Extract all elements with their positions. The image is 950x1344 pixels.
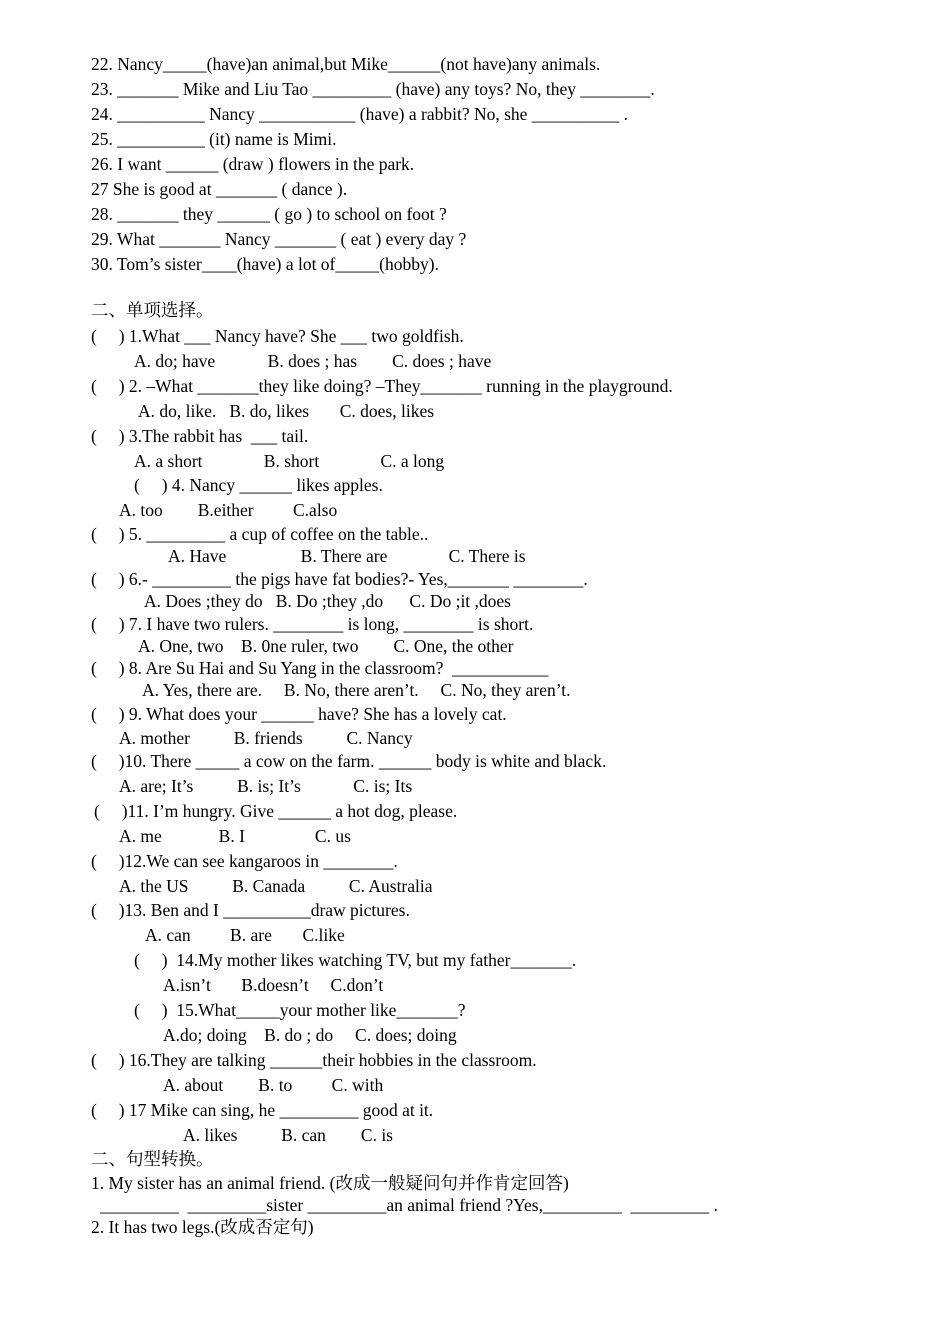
fill-in-item-29: 29. What _______ Nancy _______ ( eat ) every day ? — [91, 229, 467, 249]
fill-in-item-22: 22. Nancy_____(have)an animal,but Mike______(not have)any animals. — [91, 54, 601, 74]
choice-options-14: A.isn’t B.doesn’t C.don’t — [163, 975, 384, 995]
choice-options-7: A. One, two B. 0ne ruler, two C. One, the other — [138, 636, 514, 656]
choice-options-15: A.do; doing B. do ; do C. does; doing — [163, 1025, 457, 1045]
fill-in-item-28: 28. _______ they ______ ( go ) to school on foot ? — [91, 204, 447, 224]
choice-options-10: A. are; It’s B. is; It’s C. is; Its — [119, 776, 413, 796]
choice-options-5: A. Have B. There are C. There is — [168, 546, 526, 566]
choice-question-16: ( ) 16.They are talking ______their hobbies in the classroom. — [91, 1050, 537, 1070]
fill-in-item-24: 24. __________ Nancy ___________ (have) a rabbit? No, she __________ . — [91, 104, 629, 124]
choice-question-15: ( ) 15.What_____your mother like_______? — [134, 1000, 466, 1020]
fill-in-item-26: 26. I want ______ (draw ) flowers in the park. — [91, 154, 415, 174]
fill-in-item-27: 27 She is good at _______ ( dance ). — [91, 179, 348, 199]
transform-item-2: 2. It has two legs.(改成否定句) — [91, 1217, 314, 1237]
choice-question-2: ( ) 2. –What _______they like doing? –They_______ running in the playground. — [91, 376, 673, 396]
choice-question-11: ( )11. I’m hungry. Give ______ a hot dog, please. — [94, 801, 458, 821]
choice-options-4: A. too B.either C.also — [119, 500, 338, 520]
choice-question-10: ( )10. There _____ a cow on the farm. ______ body is white and black. — [91, 751, 607, 771]
choice-question-9: ( ) 9. What does your ______ have? She has a lovely cat. — [91, 704, 507, 724]
choice-question-17: ( ) 17 Mike can sing, he _________ good at it. — [91, 1100, 434, 1120]
transform-answer-line-1: _________ _________sister _________an animal friend ?Yes,_________ _________ . — [100, 1195, 718, 1215]
choice-question-8: ( ) 8. Are Su Hai and Su Yang in the classroom? ___________ — [91, 658, 549, 678]
section-title-multiple-choice: 二、单项选择。 — [91, 300, 214, 320]
fill-in-item-30: 30. Tom’s sister____(have) a lot of_____(hobby). — [91, 254, 439, 274]
choice-question-4: ( ) 4. Nancy ______ likes apples. — [134, 475, 383, 495]
fill-in-item-25: 25. __________ (it) name is Mimi. — [91, 129, 337, 149]
choice-question-13: ( )13. Ben and I __________draw pictures. — [91, 900, 410, 920]
choice-question-7: ( ) 7. I have two rulers. ________ is long, ________ is short. — [91, 614, 534, 634]
choice-options-11: A. me B. I C. us — [119, 826, 351, 846]
choice-question-6: ( ) 6.- _________ the pigs have fat bodies?- Yes,_______ ________. — [91, 569, 588, 589]
section-title-sentence-transform: 二、句型转换。 — [91, 1149, 214, 1169]
choice-question-3: ( ) 3.The rabbit has ___ tail. — [91, 426, 309, 446]
choice-options-8: A. Yes, there are. B. No, there aren’t. C. No, they aren’t. — [142, 680, 571, 700]
choice-options-13: A. can B. are C.like — [145, 925, 345, 945]
choice-options-9: A. mother B. friends C. Nancy — [119, 728, 413, 748]
choice-options-6: A. Does ;they do B. Do ;they ,do C. Do ;it ,does — [144, 591, 511, 611]
choice-question-5: ( ) 5. _________ a cup of coffee on the table.. — [91, 524, 429, 544]
choice-question-12: ( )12.We can see kangaroos in ________. — [91, 851, 398, 871]
fill-in-item-23: 23. _______ Mike and Liu Tao _________ (have) any toys? No, they ________. — [91, 79, 655, 99]
choice-options-17: A. likes B. can C. is — [183, 1125, 393, 1145]
choice-question-14: ( ) 14.My mother likes watching TV, but my father_______. — [134, 950, 577, 970]
transform-item-1: 1. My sister has an animal friend. (改成一般疑问句并作肯定回答) — [91, 1173, 569, 1193]
choice-options-1: A. do; have B. does ; has C. does ; have — [134, 351, 492, 371]
choice-options-12: A. the US B. Canada C. Australia — [119, 876, 433, 896]
choice-question-1: ( ) 1.What ___ Nancy have? She ___ two goldfish. — [91, 326, 464, 346]
choice-options-2: A. do, like. B. do, likes C. does, likes — [138, 401, 435, 421]
choice-options-3: A. a short B. short C. a long — [134, 451, 445, 471]
choice-options-16: A. about B. to C. with — [163, 1075, 384, 1095]
